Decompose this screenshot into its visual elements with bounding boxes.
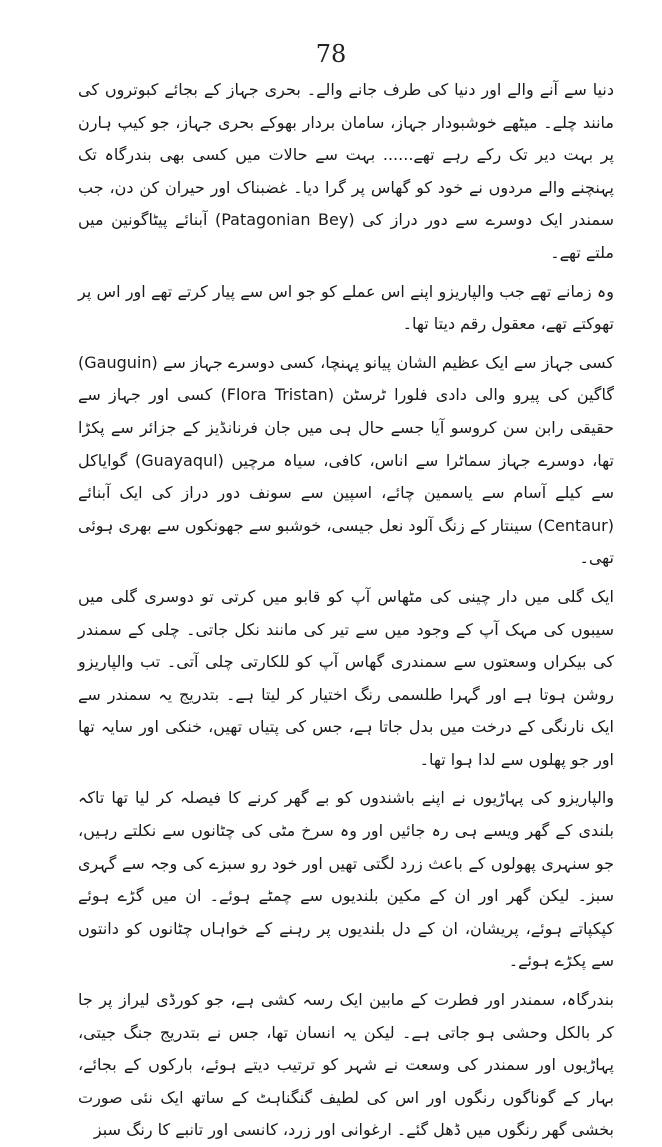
body-text — [78, 74, 614, 1147]
paragraph: وہ زمانے تھے جب والپاریزو اپنے اس عملے کو جو اس سے پیار کرتے تھے اور اس پر تھوکتے تھے، معقول رقم دیتا تھا۔ — [78, 281, 614, 334]
page-number: 78 — [315, 40, 347, 68]
paragraph: کسی جہاز سے ایک عظیم الشان پیانو پہنچا، کسی دوسرے جہاز سے (Gauguin) گاگین کی پیرو والی دادی فلورا ٹرسٹن (Flora Tristan) کسی اور جہاز سے حقیقی رابن سن کروسو آیا جسے حال ہی میں جان فرنانڈیز کے جزائر سے پکڑا تھا، دوسرے جہاز سماٹرا سے اناس، کافی، سیاہ مرچیں (Guayaqul) گوایاکل سے کیلے آسام سے یاسمین چائے، اسپین سے سونف دور دراز کی ایک آبنائے (Centaur) سینتار کے زنگ آلود نعل جیسی، خوشبو سے جھونکوں سے بھری ہوئی تھی۔ — [78, 352, 615, 568]
paragraph: والپاریزو کی پہاڑیوں نے اپنے باشندوں کو بے گھر کرنے کا فیصلہ کر لیا تھا تاکہ بلندی کے گھر ویسے ہی رہ جائیں اور وہ سرخ مٹی کی چٹانوں سے نکلتے رہیں، جو سنہری پھولوں کے باعث زرد لگتی تھیں اور خود رو سبزے کی وجہ سے گہری سبز۔ لیکن گھر اور ان کے مکین بلندیوں سے چمٹے ہوئے۔ ان میں گڑے ہوئے کپکپاتے ہوئے، پریشان، ان کے دل بلندیوں پر رہنے کے خواہاں چٹانوں کو دانتوں سے پکڑے ہوئے۔ — [78, 788, 614, 971]
paragraph: بندرگاہ، سمندر اور فطرت کے مابین ایک رسہ کشی ہے، جو کورڈی لیراز پر جا کر بالکل وحشی ہو جاتی ہے۔ لیکن یہ انسان تھا، جس نے بتدریج جنگ جیتی، پہاڑیوں اور سمندر کی وسعت نے شہر کو ترتیب دیتے ہوئے، بارکوں کے بجائے، بہار کے گوناگوں رنگوں اور اس کی لطیف گنگناہٹ کے ساتھ ایک نئی صورت بخشی گھر رنگوں میں ڈھل گئے۔ ارغوانی اور زرد، کانسی اور تانبے کا رنگ سبز — [78, 990, 614, 1140]
paragraph: دنیا سے آنے والے اور دنیا کی طرف جانے والے۔ بحری جہاز کے بجائے کبوتروں کی مانند چلے۔ میٹھے خوشبودار جہاز، سامان بردار بھوکے بحری جہاز، جو کیپ ہارن پر بہت دیر تک رکے رہے تھے...... بہت سے حالات میں کسی بھی بندرگاہ تک پہنچنے والے مردوں نے خود کو گھاس پر گرا دیا۔ غضبناک اور حیران کن دن، جب سمندر ایک دوسرے سے دور دراز کی (Patagonian Bey) آبنائے پیٹاگونین میں ملتے تھے۔ — [78, 80, 615, 262]
paragraph: ایک گلی میں دار چینی کی مٹھاس آپ کو قابو میں کرتی تو دوسری گلی میں سیبوں کی مہک آپ کے وجود میں سے تیر کی مانند نکل جاتی۔ چلی کے سمندر کی بیکراں وسعتوں سے سمندری گھاس آپ کو للکارتی چلی آتی۔ تب والپاریزو روشن ہوتا ہے اور گہرا طلسمی رنگ اختیار کر لیتا ہے۔ بتدریج یہ سمندر سے ایک نارنگی کے درخت میں بدل جاتا ہے، جس کی پتیاں تھیں، خنکی اور سایہ تھا اور جو پھلوں سے لدا ہوا تھا۔ — [78, 586, 614, 769]
